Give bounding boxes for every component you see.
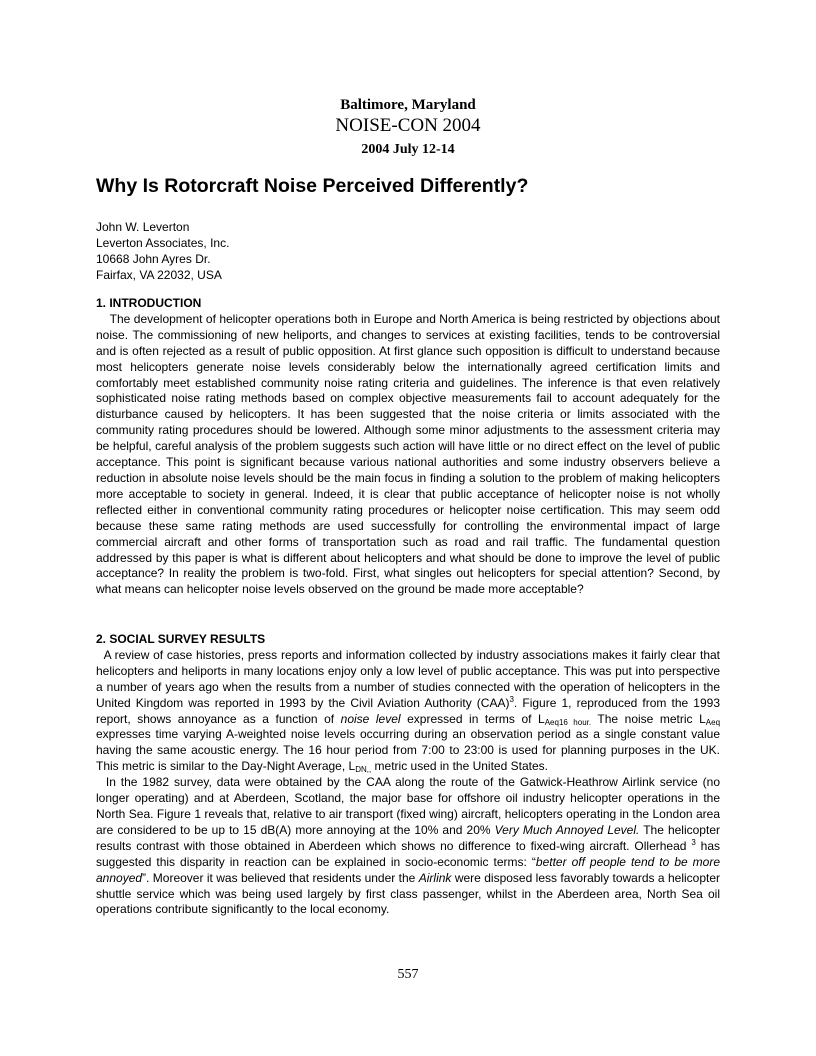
emphasis: better off people tend to be more annoyed [96, 854, 721, 885]
text-run: metric used in the United States. [371, 759, 548, 774]
paper-page [96, 0, 720, 1056]
text-run: In the 1982 survey, data were obtained by the CAA along the route of the Gatwick-Heathrow Airlink service (no longer operating) and at Aberdeen, Scotland, the major base for offshore oil industry helicopter operations in the North Sea. Figure 1 reveals that, relative to air transport (fixed wing) aircraft, helicopters operating in the London area are considered to be up to 15 dB(A) more annoying at the 10% and 20% [96, 775, 720, 837]
author-block [96, 219, 229, 283]
text-run: The noise metric L [591, 711, 706, 726]
text-run: . Figure 1, reproduced from the 1993 report, shows annoyance as a function of [96, 695, 720, 726]
text-run: ”. Moreover it was believed that residents under the [142, 870, 419, 885]
text-run: A review of case histories, press reports and information collected by industry associations makes it fairly clear that helicopters and heliports in many locations enjoy only a low level of public acceptance. This was put into perspective a number of years ago when the results from a number of studies connected with the operation of helicopters in the United Kingdom was reported in 1993 by the Civil Aviation Authority (CAA) [96, 647, 721, 710]
subscript: Aeq [705, 717, 721, 727]
reference-marker: 3 [691, 837, 696, 847]
text-run: has suggested this disparity in reaction can be explained in socio-economic terms: “ [96, 838, 720, 869]
paragraph-text: The development of helicopter operations both in Europe and North America is being restricted by objections about noise. The commissioning of new heliports, and changes to services at existing facilities, tends to be controversial and is often rejected as a result of public opposition. At first glance such opposition is difficult to understand because most helicopters generate noise levels considerably below the internationally agreed certification limits and comfortably meet established community noise rating criteria and guidelines. The inference is that even relatively sophisticated noise rating methods based on complex objective measurements fail to account adequately for the disturbance caused by helicopters. It has been suggested that the noise criteria or limits associated with the community rating procedures should be lowered. Although some minor adjustments to the assessment criteria may be helpful, careful analysis of the problem suggests such action will have little or no direct effect on the level of public acceptance. This point is significant because various national authorities and some industry observers believe a reduction in absolute noise levels should be the main focus in finding a solution to the problem of making helicopters more acceptable to society in general. Indeed, it is clear that public acceptance of helicopter noise is not wholly reflected either in conventional community rating procedures or helicopter noise certification. This may seem odd because these same rating methods are used successfully for controlling the environmental impact of large commercial aircraft and other forms of transportation such as road and rail traffic. The fundamental question addressed by this paper is what is different about helicopters and what should be done to improve the level of public acceptance? In reality the problem is two-fold. First, what singles out helicopters for special attention? Second, by what means can helicopter noise levels observed on the ground be made more acceptable? [96, 311, 721, 597]
conference-location: Baltimore, Maryland [340, 97, 476, 113]
author-address-line2: Fairfax, VA 22032, USA [96, 268, 222, 282]
text-run: expressed in terms of L [400, 711, 545, 726]
conference-dates: 2004 July 12-14 [361, 142, 455, 157]
section-heading: 1. INTRODUCTION [96, 296, 202, 310]
section-paragraph [96, 648, 720, 775]
text-run: expresses time varying A-weighted noise levels occurring during an observation period as a single constant value having the same acoustic energy. The 16 hour period from 7:00 to 23:00 is used for planning purposes in the UK. This metric is similar to the Day-Night Average, L [96, 727, 720, 774]
reference-marker: 3 [509, 694, 514, 704]
section-paragraph [96, 312, 720, 598]
emphasis: Very Much Annoyed Level. [494, 822, 640, 837]
subscript: Aeq16 hour. [544, 717, 592, 727]
emphasis: Airlink [418, 870, 452, 885]
section-social-survey [96, 632, 720, 918]
conference-name: NOISE-CON 2004 [335, 115, 481, 136]
author-name: John W. Leverton [96, 220, 190, 234]
emphasis: noise level [340, 711, 401, 726]
paper-title: Why Is Rotorcraft Noise Perceived Differently? [96, 175, 529, 197]
section-heading: 2. SOCIAL SURVEY RESULTS [96, 632, 266, 646]
subscript: DN,, [355, 765, 372, 775]
text-run: The helicopter results contrast with those obtained in Aberdeen which shows no difference to fixed-wing aircraft. Ollerhead [96, 822, 720, 853]
author-address-line1: 10668 John Ayres Dr. [96, 252, 211, 266]
page-number: 557 [397, 967, 419, 982]
text-run: were disposed less favorably towards a helicopter shuttle service which was being used largely by first class passenger, whilst in the Aberdeen area, North Sea oil operations contribute significantly to the local economy. [96, 870, 720, 917]
section-paragraph [96, 775, 720, 918]
section-introduction [96, 296, 720, 598]
author-affiliation: Leverton Associates, Inc. [96, 236, 230, 250]
